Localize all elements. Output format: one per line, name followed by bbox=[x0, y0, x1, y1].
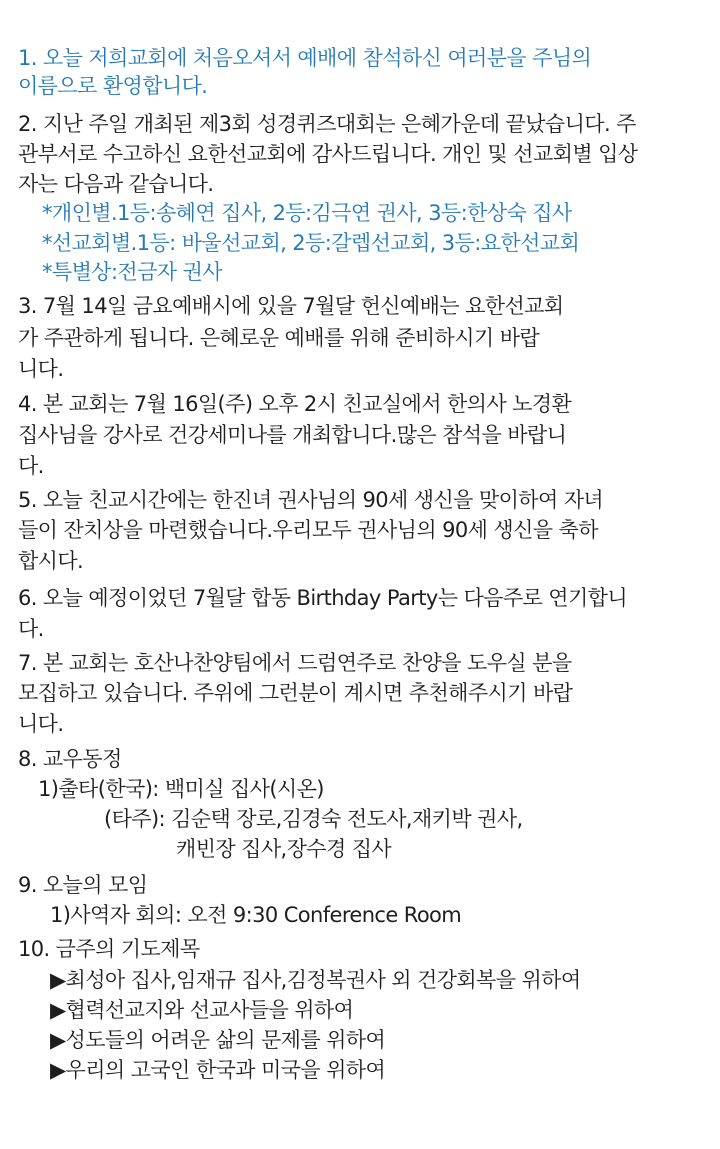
announcement-5-line-1: 5. 오늘 친교시간에는 한진녀 권사님의 90세 생신을 맞이하여 자녀 bbox=[18, 488, 604, 512]
announcement-6-line-2: 다. bbox=[18, 617, 44, 641]
announcement-3-line-2: 가 주관하게 됩니다. 은혜로운 예배를 위해 준비하시기 바랍 bbox=[18, 326, 540, 350]
prayer-item-4: ▶우리의 고국인 한국과 미국을 위하여 bbox=[50, 1058, 386, 1082]
announcement-2-line-3: 자는 다음과 같습니다. bbox=[18, 172, 214, 196]
announcement-1-line-1: 1. 오늘 저희교회에 처음오셔서 예배에 참석하신 여러분을 주님의 bbox=[18, 46, 592, 70]
announcement-7-line-3: 니다. bbox=[18, 712, 64, 736]
prayer-item-2: ▶협력선교지와 선교사들을 위하여 bbox=[50, 998, 354, 1022]
section-8-heading: 8. 교우동정 bbox=[18, 747, 122, 771]
quiz-special-award: *특별상:전금자 권사 bbox=[42, 260, 222, 284]
announcement-4-line-2: 집사님을 강사로 건강세미나를 개최합니다.많은 참석을 바랍니 bbox=[18, 423, 567, 447]
announcement-6-line-1: 6. 오늘 예정이었던 7월달 합동 Birthday Party는 다음주로 연기합니 bbox=[18, 586, 628, 610]
travel-other-states: (타주): 김순택 장로,김경숙 전도사,재키박 권사, bbox=[104, 807, 523, 831]
quiz-winners-individual: *개인별.1등:송혜연 집사, 2등:김극연 권사, 3등:한상숙 집사 bbox=[42, 201, 572, 225]
quiz-winners-mission-group: *선교회별.1등: 바울선교회, 2등:갈렙선교회, 3등:요한선교회 bbox=[42, 231, 580, 255]
section-9-heading: 9. 오늘의 모임 bbox=[18, 873, 148, 897]
announcement-4-line-1: 4. 본 교회는 7월 16일(주) 오후 2시 친교실에서 한의사 노경환 bbox=[18, 392, 572, 416]
announcement-3-line-3: 니다. bbox=[18, 357, 64, 381]
travel-other-states-cont: 캐빈장 집사,장수경 집사 bbox=[176, 837, 392, 861]
announcement-3-line-1: 3. 7월 14일 금요예배시에 있을 7월달 헌신예배는 요한선교회 bbox=[18, 294, 564, 318]
announcement-4-line-3: 다. bbox=[18, 454, 44, 478]
prayer-item-3: ▶성도들의 어려운 삶의 문제를 위하여 bbox=[50, 1028, 386, 1052]
meeting-staff: 1)사역자 회의: 오전 9:30 Conference Room bbox=[50, 903, 462, 927]
announcement-7-line-1: 7. 본 교회는 호산나찬양팀에서 드럼연주로 찬양을 도우실 분을 bbox=[18, 651, 572, 675]
announcement-7-line-2: 모집하고 있습니다. 주위에 그런분이 계시면 추천해주시기 바랍 bbox=[18, 681, 573, 705]
prayer-item-1: ▶최성아 집사,임재규 집사,김정복권사 외 건강회복을 위하여 bbox=[50, 968, 581, 992]
travel-korea: 1)출타(한국): 백미실 집사(시온) bbox=[38, 777, 324, 801]
announcement-2-line-2: 관부서로 수고하신 요한선교회에 감사드립니다. 개인 및 선교회별 입상 bbox=[18, 142, 638, 166]
announcement-5-line-3: 합시다. bbox=[18, 549, 84, 573]
announcement-5-line-2: 들이 잔치상을 마련했습니다.우리모두 권사님의 90세 생신을 축하 bbox=[18, 518, 598, 542]
section-10-heading: 10. 금주의 기도제목 bbox=[18, 937, 200, 961]
announcement-1-line-2: 이름으로 환영합니다. bbox=[18, 74, 208, 98]
announcement-2-line-1: 2. 지난 주일 개최된 제3회 성경퀴즈대회는 은혜가운데 끝났습니다. 주 bbox=[18, 112, 636, 136]
